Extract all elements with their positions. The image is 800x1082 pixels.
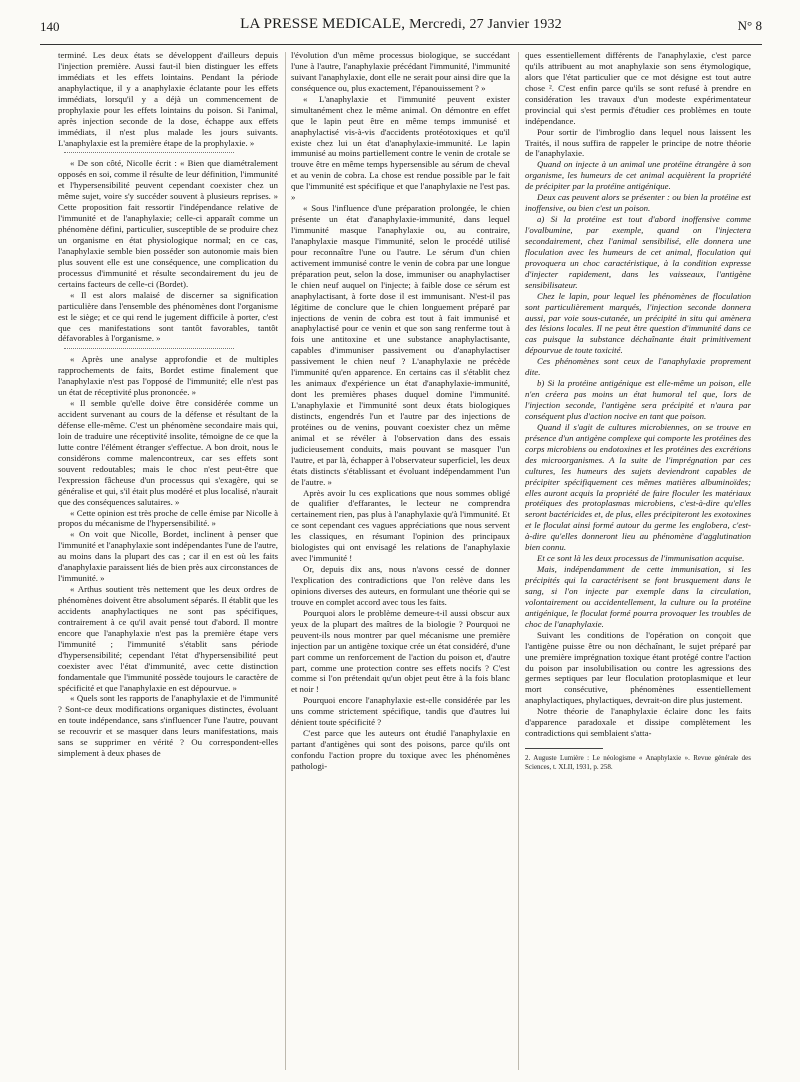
column-divider (285, 52, 286, 1070)
issue-date: Mercredi, 27 Janvier 1932 (409, 17, 562, 32)
paragraph: « Cette opinion est très proche de celle émise par Nicolle à propos du mécanisme de l'hypersensibilité. » (58, 507, 278, 529)
paragraph: ques essentiellement différents de l'anaphylaxie, c'est parce qu'ils attribuent au mot anaphylaxie son sens étymologique, alors que l'état particulier que ce mot désigne est tout autre chose ². C'est enfin parce qu'ils se sont refusé à prendre en considération les travaux d'un modeste expérimentateur provincial qui s'est permis d'étudier ces problèmes en toute indépendance. (525, 50, 751, 126)
page-number: 140 (40, 19, 60, 34)
separator (64, 348, 234, 349)
paragraph: l'évolution d'un même processus biologique, se succédant l'une à l'autre, l'anaphylaxie précédant l'immunité, l'immunité suivant l'anaphylaxie, dont elle ne serait pour ainsi dire que la conséquence ou, plus exactement, l'épanouissement ? » (291, 50, 510, 93)
paragraph: a) Si la protéine est tout d'abord inoffensive comme l'ovalbumine, par exemple, quand on l'injectera secondairement, chez l'animal sensibilisé, elle donnera une floculation avec les humeurs de cet animal, floculation qui provoquera un choc caractéristique, à la condition expresse d'injecter rapidement, dans les vaisseaux, l'antigène sensibilisateur. (525, 214, 751, 290)
footnote: 2. Auguste Lumière : Le néologisme « Anaphylaxie ». Revue générale des Sciences, t. XLII, 1931, p. 258. (525, 754, 751, 772)
column-2 (291, 50, 510, 1074)
column-1 (58, 50, 278, 1074)
footnote-rule (525, 748, 603, 749)
column-divider (518, 52, 519, 1070)
paragraph: Chez le lapin, pour lequel les phénomènes de floculation sont particulièrement marqués, l'injection seconde donnera aussi, par voie sous-cutanée, un précipité in situ qui amènera des lésions locales. Il ne peut être question d'immunité dans ce cas puisque la substance déchaînante était primitivement dépourvue de toute toxicité. (525, 290, 751, 356)
paragraph: Quand on injecte à un animal une protéine étrangère à son organisme, les humeurs de cet animal acquièrent la propriété de précipiter par la protéine antigénique. (525, 159, 751, 192)
header-rule (40, 44, 762, 45)
paragraph: « On voit que Nicolle, Bordet, inclinent à penser que l'immunité et l'anaphylaxie sont indépendantes l'une de l'autre, au moins dans la plupart des cas ; car il en est où les faits d'anaphylaxie paraissent liés de bien près aux circonstances de l'immunité. » (58, 529, 278, 584)
paragraph: « L'anaphylaxie et l'immunité peuvent exister simultanément chez le même animal. On démontre en effet que le lapin peut être en même temps immunisé et anaphylactisé vis-à-vis d'accidents protéotoxiques et qu'il existe chez lui un état d'anaphylaxie-immunité. Le lapin immunisé au moins partiellement contre le venin de crotale se trouve être en même temps hypersensible au sérum de cheval et au venin de cobra. La chose est rendue possible par le fait que l'immunité est spécifique et que l'anaphylaxie ne l'est pas. » (291, 93, 510, 203)
column-3 (525, 50, 751, 1074)
paragraph: Ces phénomènes sont ceux de l'anaphylaxie proprement dite. (525, 356, 751, 378)
paragraph: Mais, indépendamment de cette immunisation, si les précipités qui la caractérisent se font brusquement dans le sang, si l'on injecte par exemple dans la circulation, volontairement ou accidentellement, la culture ou la protéine antigénique, le floculat formé pourra provoquer les troubles de choc de l'anaphylaxie. (525, 564, 751, 629)
paragraph: « Après une analyse approfondie et de multiples rapprochements de faits, Bordet estime finalement que l'anaphylaxie n'est pas l'opposé de l'immunité; elle n'est pas un état de réceptivité plus prononcée. » (58, 354, 278, 398)
paragraph: terminé. Les deux états se développent d'ailleurs depuis l'injection première. Aussi faut-il bien distinguer les effets immédiats et les effets lointains. Pendant la période anaphylactique, il y a anaphylaxie éclatante pour les effets immédiats, lorsqu'il y a déjà un commencement de prophylaxie pour les effets lointains du poison. Si l'animal, après injection seconde de la dose, échappe aux effets immédiats, il n'est plus malade les jours suivants. L'anaphylaxie est la première étape de la prophylaxie. » (58, 50, 278, 148)
page-header (40, 14, 762, 44)
paragraph: Pourquoi encore l'anaphylaxie est-elle considérée par les uns comme strictement spécifique, tandis que d'autres lui dénient toute spécificité ? (291, 695, 510, 728)
journal-name: LA PRESSE MEDICALE, (240, 16, 406, 32)
paragraph: « De son côté, Nicolle écrit : « Bien que diamétralement opposés en soi, comme il résulte de leur définition, l'immunité et l'hypersensibilité peuvent cependant coexister chez un même sujet, voire s'y succéder souvent à plusieurs reprises. » Cette proposition fait ressortir l'indépendance relative de l'immunité et de l'anaphylaxie; celle-ci apparaît comme un phénomène défini, particulier, susceptible de se produire chez un organisme en état physiologique normal; en ce cas, l'anaphylaxie semble bien posséder son autonomie mais bien plus souvent elle est une conséquence, une complication du processus d'immunité et résulte secondairement du jeu de certains facteurs de celle-ci (Bordet). (58, 158, 278, 289)
paragraph: Pourquoi alors le problème demeure-t-il aussi obscur aux yeux de la plupart des maîtres de la biologie ? Pourquoi ne peuvent-ils nous montrer par quel mécanisme une première injection par un antigène toxique crée un état considéré, d'une part comme un renforcement de l'action du poison et, d'autre part, comme une protection contre ses effets nocifs ? C'est comme si l'on prétendait qu'un objet peut être à la fois blanc et noir ! (291, 607, 510, 695)
paragraph: Notre théorie de l'anaphylaxie éclaire donc les faits d'apparence paradoxale et dissipe complètement les contradictions qui semblaient s'atta- (525, 706, 751, 739)
paragraph: Suivant les conditions de l'opération on conçoit que l'antigène puisse être ou non déchaînant, le sujet préparé par une première imprégnation toxique étant protégé contre l'action du poison par insolubilisation ou contre les agressions des germes septiques par leur floculation protoplasmique et leur mort consécutive, phénomènes essentiellement anaphylactiques, phylactiques, devrait-on dire plus justement. (525, 629, 751, 706)
paragraph: « Il semble qu'elle doive être considérée comme un accident survenant au cours de la défense et résultant de la défense elle-même. C'est un phénomène secondaire mais qui, loin de traduire une réceptivité insolite, témoigne de ce que la lutte contre l'élément étranger s'effectue. A bon droit, nous le considérons comme malencontreux, car ses effets sont souvent redoutables; mais le choc n'est peut-être que l'expression fâcheuse d'un processus qui s'exagère, qui se généralise et qui, s'il était plus modéré et plus localisé, n'aurait que des conséquences salutaires. » (58, 398, 278, 507)
separator (64, 152, 234, 153)
paragraph: « Quels sont les rapports de l'anaphylaxie et de l'immunité ? Sont-ce deux modifications organiques distinctes, évoluant en toute indépendance, sans s'influencer l'une l'autre, pouvant se recouvrir et se masquer dans leurs manifestations, mais sans se supprimer en vérité ? Ou correspondent-elles simplement à deux phases de (58, 693, 278, 759)
paragraph: Or, depuis dix ans, nous n'avons cessé de donner l'explication des contradictions que l'on relève dans les opinions diverses des auteurs, en formulant une théorie qui se trouve en complet accord avec tous les faits. (291, 564, 510, 607)
paragraph: Pour sortir de l'imbroglio dans lequel nous laissent les Traités, il nous suffira de rappeler le principe de notre théorie de l'anaphylaxie. (525, 126, 751, 159)
issue-number: N° 8 (737, 18, 762, 33)
paragraph: b) Si la protéine antigénique est elle-même un poison, elle n'en créera pas moins un état humoral tel que, lors de l'injection seconde, l'antigène sera précipité et n'aura par conséquent plus d'action nocive en tant que poison. (525, 378, 751, 421)
paragraph: Et ce sont là les deux processus de l'immunisation acquise. (537, 553, 745, 564)
paragraph: Après avoir lu ces explications que nous sommes obligé de qualifier d'effarantes, le lecteur ne comprendra certainement rien, pas plus à l'anaphylaxie qu'à l'immunité. Et ce sont cependant ces vagues appréciations que nous servent les classiques, en résumant l'opinion des principaux biologistes qui ont envisagé les relations de l'anaphylaxie avec l'immunité ! (291, 487, 510, 564)
paragraph: « Sous l'influence d'une préparation prolongée, le chien présente un état d'anaphylaxie-immunité, dans lequel l'immunité masque l'anaphylaxie ou, au contraire, l'anaphylaxie masque l'immunité, selon le procédé utilisé pour reconnaître l'une ou l'autre. Le sérum d'un chien activement immunisé contre le venin de cobra par une longue préparation peut, selon la dose, immuniser ou anaphylactiser le chien neuf auquel on l'injecte; à faible dose ce sérum est anaphylactisant, à forte dose il est immunisant. N'est-il pas légitime de conclure que le chien longuement préparé par injections de venin de cobra est tout à fait immunisé et anaphylactisé pour ce venin et que son sang renferme tout à fois une antitoxine et une substance anaphylactisante, capables d'immuniser passivement ou d'anaphylactiser passivement le chien neuf ? L'anaphylaxie ne précède l'immunité qu'en apparence. En certains cas il s'établit chez les animaux d'expérience un état d'anaphylaxie-immunité, dont les premières phases duquel domine l'immunité. L'anaphylaxie et l'immunité sont deux états biologiques distincts, engendrés l'un et l'autre par des injections de protéines ou de venins, pouvant coexister chez un même animal et se révéler à l'observation dans des essais judicieusement conduits, mais pouvant se masquer l'un l'autre, et par là, échapper à l'observateur superficiel, les deux états distincts s'établissant et évoluant indépendamment l'un de l'autre. » (291, 203, 510, 487)
paragraph: C'est parce que les auteurs ont étudié l'anaphylaxie en partant d'antigènes qui sont des poisons, parce qu'ils ont confondu l'action propre du toxique avec les phénomènes pathologi- (291, 728, 510, 771)
paragraph: Deux cas peuvent alors se présenter : ou bien la protéine est inoffensive, ou bien c'est un poison. (525, 192, 751, 214)
paragraph: Quand il s'agit de cultures microbiennes, on se trouve en présence d'un antigène complexe qui comporte les protéines des corps microbiens ou endotoxines et les protéines des excrétions des microorganismes. A la suite de l'imprégnation par ces cultures, les humeurs des sujets deviendront capables de précipiter spécifiquement ces mêmes matières albuminoïdes; elles auront acquis la propriété de faire floculer les matériaux protéiques des protoplasmas microbiens, c'est-à-dire qu'elles seront bactéricides et, de plus, elles précipiteront les exotoxines et le floculat ainsi formé autour du germe les englobera, c'est-à-dire qu'elles donneront lieu au phénomène d'agglutination bien connu. (525, 421, 751, 553)
paragraph: « Il est alors malaisé de discerner sa signification particulière dans l'ensemble des phénomènes dont l'organisme est le siège; et ce qui rend le jugement difficile à porter, c'est que ces manifestations sont tantôt favorables, tantôt défavorables à l'organisme. » (58, 289, 278, 344)
journal-title (40, 16, 762, 33)
paragraph: « Arthus soutient très nettement que les deux ordres de phénomènes doivent être absolument séparés. Il établit que les accidents anaphylactiques ne sont pas spécifiques, contrairement à ce qu'il avait pensé tout d'abord. Il montre encore que l'anaphylaxie n'est pas la première étape vers l'immunité ; l'immunité s'établit sans période d'hypersensibilité; cependant l'état d'hypersensibilité peut coexister avec l'état d'immunité, avec cette distinction fondamentale que l'immunité possède toujours le caractère de spécificité et que l'anaphylaxie en est dépourvue. » (58, 584, 278, 693)
